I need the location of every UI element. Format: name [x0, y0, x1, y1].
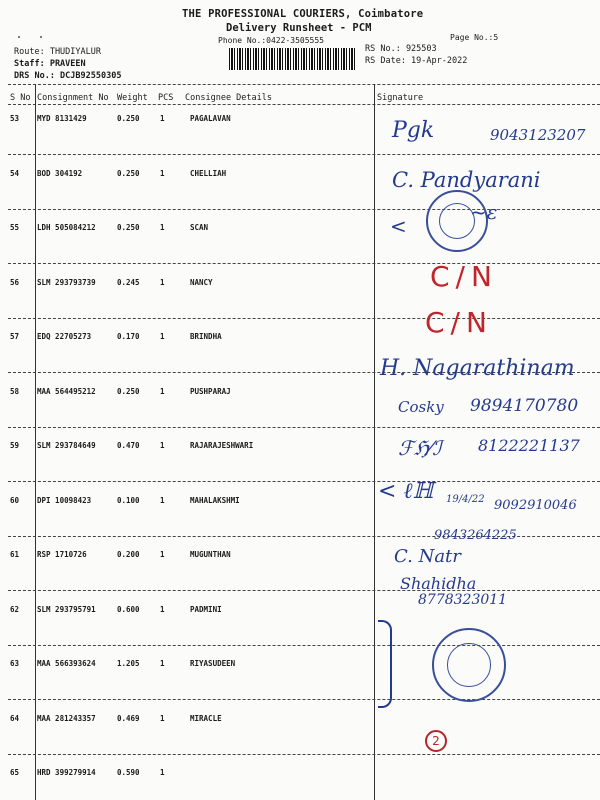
- table-row: [0, 714, 600, 724]
- cell-consignment: SLM 293784649: [37, 441, 96, 450]
- cell-weight: 1.205: [117, 659, 140, 668]
- route: Route: THUDIYALUR: [14, 47, 101, 57]
- cell-consignment: SLM 293795791: [37, 605, 96, 614]
- cell-weight: 0.250: [117, 223, 140, 232]
- cell-weight: 0.170: [117, 332, 140, 341]
- scan-speck: [18, 36, 20, 38]
- cell-pcs: 1: [160, 605, 165, 614]
- cell-weight: 0.250: [117, 114, 140, 123]
- cell-sno: 55: [10, 223, 20, 232]
- page-number: Page No.:5: [450, 33, 499, 42]
- cell-weight: 0.250: [117, 387, 140, 396]
- cell-consignment: MAA 566393624: [37, 659, 96, 668]
- cell-consignee: MUGUNTHAN: [190, 550, 231, 559]
- signature-61-scribble: < ℓℍ: [378, 479, 434, 504]
- cell-pcs: 1: [160, 768, 165, 777]
- cell-consignment: MYD 8131429: [37, 114, 87, 123]
- cell-sno: 59: [10, 441, 20, 450]
- date-61: 19/4/22: [446, 494, 485, 505]
- phone-61: 9092910046: [494, 498, 577, 513]
- phone-number: Phone No.:0422-3505555: [218, 36, 324, 45]
- table-row: [0, 659, 600, 669]
- row-divider: [8, 754, 600, 755]
- col-weight: Weight: [117, 93, 148, 103]
- phone-59: 9894170780: [470, 396, 579, 416]
- table-row: [0, 278, 600, 288]
- row-divider: [8, 318, 600, 319]
- table-row: [0, 550, 600, 560]
- cell-pcs: 1: [160, 714, 165, 723]
- cell-pcs: 1: [160, 441, 165, 450]
- phone-63: 8778323011: [418, 592, 508, 608]
- company-title: THE PROFESSIONAL COURIERS, Coimbatore: [182, 8, 424, 20]
- signature-54: C. Pandyarani: [392, 168, 541, 192]
- rs-date: RS Date: 19-Apr-2022: [365, 56, 468, 66]
- cell-consignee: NANCY: [190, 278, 213, 287]
- drs-number: DRS No.: DCJB92550305: [14, 71, 122, 81]
- scan-speck: [40, 36, 42, 38]
- table-row: [0, 223, 600, 233]
- document-title: Delivery Runsheet - PCM: [226, 22, 372, 34]
- cell-consignee: RAJARAJESHWARI: [190, 441, 254, 450]
- row-divider: [8, 209, 600, 210]
- cell-weight: 0.590: [117, 768, 140, 777]
- cell-weight: 0.600: [117, 605, 140, 614]
- cell-weight: 0.469: [117, 714, 140, 723]
- cell-consignment: DPI 10098423: [37, 496, 92, 505]
- row-divider: [8, 645, 600, 646]
- table-row: [0, 114, 600, 124]
- row-divider: [8, 481, 600, 482]
- cell-pcs: 1: [160, 659, 165, 668]
- signature-brace: [378, 620, 392, 708]
- signature-60-scribble: ℱℌ⁄ℐ: [398, 436, 442, 460]
- cn-mark-56: C/N: [430, 260, 498, 293]
- col-sno: S No: [10, 93, 31, 103]
- cell-consignee: MIRACLE: [190, 714, 222, 723]
- table-row: [0, 605, 600, 615]
- cell-pcs: 1: [160, 332, 165, 341]
- cell-consignee: CHELLIAH: [190, 169, 227, 178]
- cell-consignment: LDH 505084212: [37, 223, 96, 232]
- table-row: [0, 768, 600, 778]
- rs-number: RS No.: 925503: [365, 44, 437, 54]
- staff: Staff: PRAVEEN: [14, 59, 86, 69]
- cell-weight: 0.200: [117, 550, 140, 559]
- row-divider: [8, 154, 600, 155]
- row-divider: [8, 427, 600, 428]
- cell-pcs: 1: [160, 496, 165, 505]
- cell-sno: 53: [10, 114, 20, 123]
- cell-sno: 63: [10, 659, 20, 668]
- divider: [8, 84, 600, 85]
- cell-consignment: HRD 399279914: [37, 768, 96, 777]
- cn-mark-57: C/N: [425, 306, 493, 339]
- col-consignment: Consignment No: [37, 93, 109, 103]
- cell-consignment: MAA 281243357: [37, 714, 96, 723]
- circled-page-mark: 2: [425, 730, 447, 752]
- cell-pcs: 1: [160, 278, 165, 287]
- cell-sno: 65: [10, 768, 20, 777]
- cell-consignee: PADMINI: [190, 605, 222, 614]
- cell-sno: 60: [10, 496, 20, 505]
- signature-58: H. Nagarathinam: [380, 356, 575, 381]
- cell-sno: 57: [10, 332, 20, 341]
- miracle-stamp: [432, 628, 506, 702]
- phone-62: 9843264225: [434, 528, 517, 543]
- phone-60: 8122221137: [478, 436, 580, 455]
- col-signature: Signature: [377, 93, 424, 103]
- cell-consignment: RSP 1710726: [37, 550, 87, 559]
- cell-consignee: RIYASUDEEN: [190, 659, 236, 668]
- cell-consignment: BOD 304192: [37, 169, 83, 178]
- cell-pcs: 1: [160, 550, 165, 559]
- phone-53: 9043123207: [490, 126, 586, 144]
- cell-pcs: 1: [160, 223, 165, 232]
- divider: [8, 104, 600, 105]
- cell-consignee: MAHALAKSHMI: [190, 496, 240, 505]
- col-consignee: Consignee Details: [185, 93, 272, 103]
- signature-55-scribble: ~ε: [470, 200, 498, 224]
- row-divider: [8, 699, 600, 700]
- cell-sno: 56: [10, 278, 20, 287]
- signature-55-mark: <: [390, 214, 407, 238]
- cell-sno: 61: [10, 550, 20, 559]
- row-divider: [8, 590, 600, 591]
- cell-consignment: SLM 293793739: [37, 278, 96, 287]
- signature-63: Shahidha: [400, 574, 477, 593]
- barcode-image: [229, 48, 357, 70]
- signature-53: Pgk: [392, 118, 435, 143]
- cell-pcs: 1: [160, 387, 165, 396]
- cell-consignee: PUSHPARAJ: [190, 387, 231, 396]
- signature-62: C. Natr: [394, 546, 461, 567]
- cell-consignee: PAGALAVAN: [190, 114, 231, 123]
- cell-consignee: SCAN: [190, 223, 209, 232]
- cell-weight: 0.250: [117, 169, 140, 178]
- cell-weight: 0.245: [117, 278, 140, 287]
- cell-sno: 62: [10, 605, 20, 614]
- signature-59: Cosky: [398, 398, 444, 416]
- cell-pcs: 1: [160, 169, 165, 178]
- cell-consignment: EDQ 22705273: [37, 332, 92, 341]
- col-pcs: PCS: [158, 93, 174, 103]
- cell-weight: 0.100: [117, 496, 140, 505]
- cell-pcs: 1: [160, 114, 165, 123]
- cell-weight: 0.470: [117, 441, 140, 450]
- cell-sno: 58: [10, 387, 20, 396]
- cell-consignment: MAA 564495212: [37, 387, 96, 396]
- cell-consignee: BRINDHA: [190, 332, 222, 341]
- cell-sno: 64: [10, 714, 20, 723]
- table-row: [0, 332, 600, 342]
- stamp-center: [447, 643, 490, 686]
- cell-sno: 54: [10, 169, 20, 178]
- row-divider: [8, 263, 600, 264]
